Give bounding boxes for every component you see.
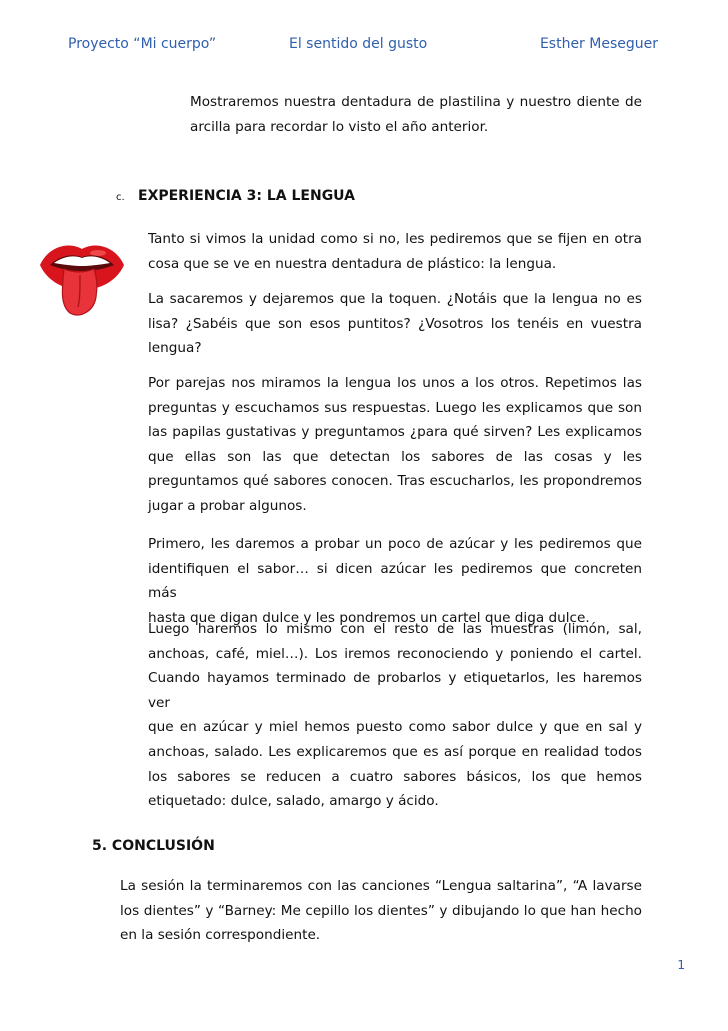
text-line: arcilla para recordar lo visto el año anterior. — [190, 118, 489, 135]
text-line: identifiquen el sabor… si dicen azúcar les pediremos que concreten más — [148, 560, 642, 602]
text-line: cosa que se ve en nuestra dentadura de plástico: la lengua. — [148, 255, 557, 272]
text-line: los dientes” y “Barney: Me cepillo los dientes” y dibujando lo que han hecho — [120, 902, 642, 919]
header-topic: El sentido del gusto — [289, 36, 428, 52]
paragraph-4 — [148, 532, 642, 630]
paragraph-2 — [148, 287, 642, 361]
page-number: 1 — [677, 958, 685, 972]
paragraph-5 — [148, 617, 642, 814]
text-line: hasta que digan dulce y les pondremos un cartel que diga dulce. — [148, 609, 590, 626]
conclusion-paragraph — [120, 874, 642, 948]
text-line: en la sesión correspondiente. — [120, 927, 321, 944]
list-marker: c. — [116, 192, 125, 203]
text-line: Luego haremos lo mismo con el resto de las muestras (limón, sal, — [148, 621, 642, 637]
text-line: etiquetado: dulce, salado, amargo y ácido. — [148, 793, 439, 810]
text-line: los sabores se reducen a cuatro sabores básicos, los que hemos — [148, 768, 642, 785]
intro-paragraph — [190, 90, 642, 139]
text-line: Tanto si vimos la unidad como si no, les pediremos que se fijen en otra — [148, 231, 642, 247]
text-line: lengua? — [148, 340, 202, 357]
header-project: Proyecto “Mi cuerpo” — [68, 36, 217, 52]
text-line: preguntas y escuchamos sus respuestas. Luego les explicamos que son — [148, 399, 642, 416]
text-line: que en azúcar y miel hemos puesto como sabor dulce y que en sal y — [148, 719, 642, 736]
text-line: La sacaremos y dejaremos que la toquen. ¿Notáis que la lengua no es — [148, 291, 642, 307]
header-author: Esther Meseguer — [539, 36, 658, 52]
text-line: Mostraremos nuestra dentadura de plastilina y nuestro diente de — [190, 94, 642, 110]
text-line: preguntamos qué sabores conocen. Tras escucharlos, les propondremos — [148, 473, 642, 490]
paragraph-3 — [148, 371, 642, 519]
text-line: La sesión la terminaremos con las canciones “Lengua saltarina”, “A lavarse — [120, 878, 642, 894]
section-5-heading: 5. CONCLUSIÓN — [92, 838, 215, 854]
page-header — [68, 36, 658, 58]
section-title: EXPERIENCIA 3: LA LENGUA — [138, 188, 355, 204]
tongue-icon — [38, 239, 126, 319]
text-line: Por parejas nos miramos la lengua los unos a los otros. Repetimos las — [148, 375, 642, 391]
text-line: Cuando hayamos terminado de probarlos y etiquetarlos, les haremos ver — [148, 670, 642, 711]
section-c-heading — [116, 188, 355, 204]
text-line: las papilas gustativas y preguntamos ¿para qué sirven? Les explicamos — [148, 424, 642, 441]
text-line: que ellas son las que detectan los sabores de las cosas y les — [148, 448, 642, 465]
paragraph-1 — [148, 227, 642, 276]
text-line: jugar a probar algunos. — [148, 497, 307, 514]
text-line: anchoas, café, miel…). Los iremos reconociendo y poniendo el cartel. — [148, 645, 642, 662]
text-line: anchoas, salado. Les explicaremos que es así porque en realidad todos — [148, 743, 642, 760]
text-line: Primero, les daremos a probar un poco de azúcar y les pediremos que — [148, 536, 642, 552]
text-line: lisa? ¿Sabéis que son esos puntitos? ¿Vosotros los tenéis en vuestra — [148, 315, 642, 332]
